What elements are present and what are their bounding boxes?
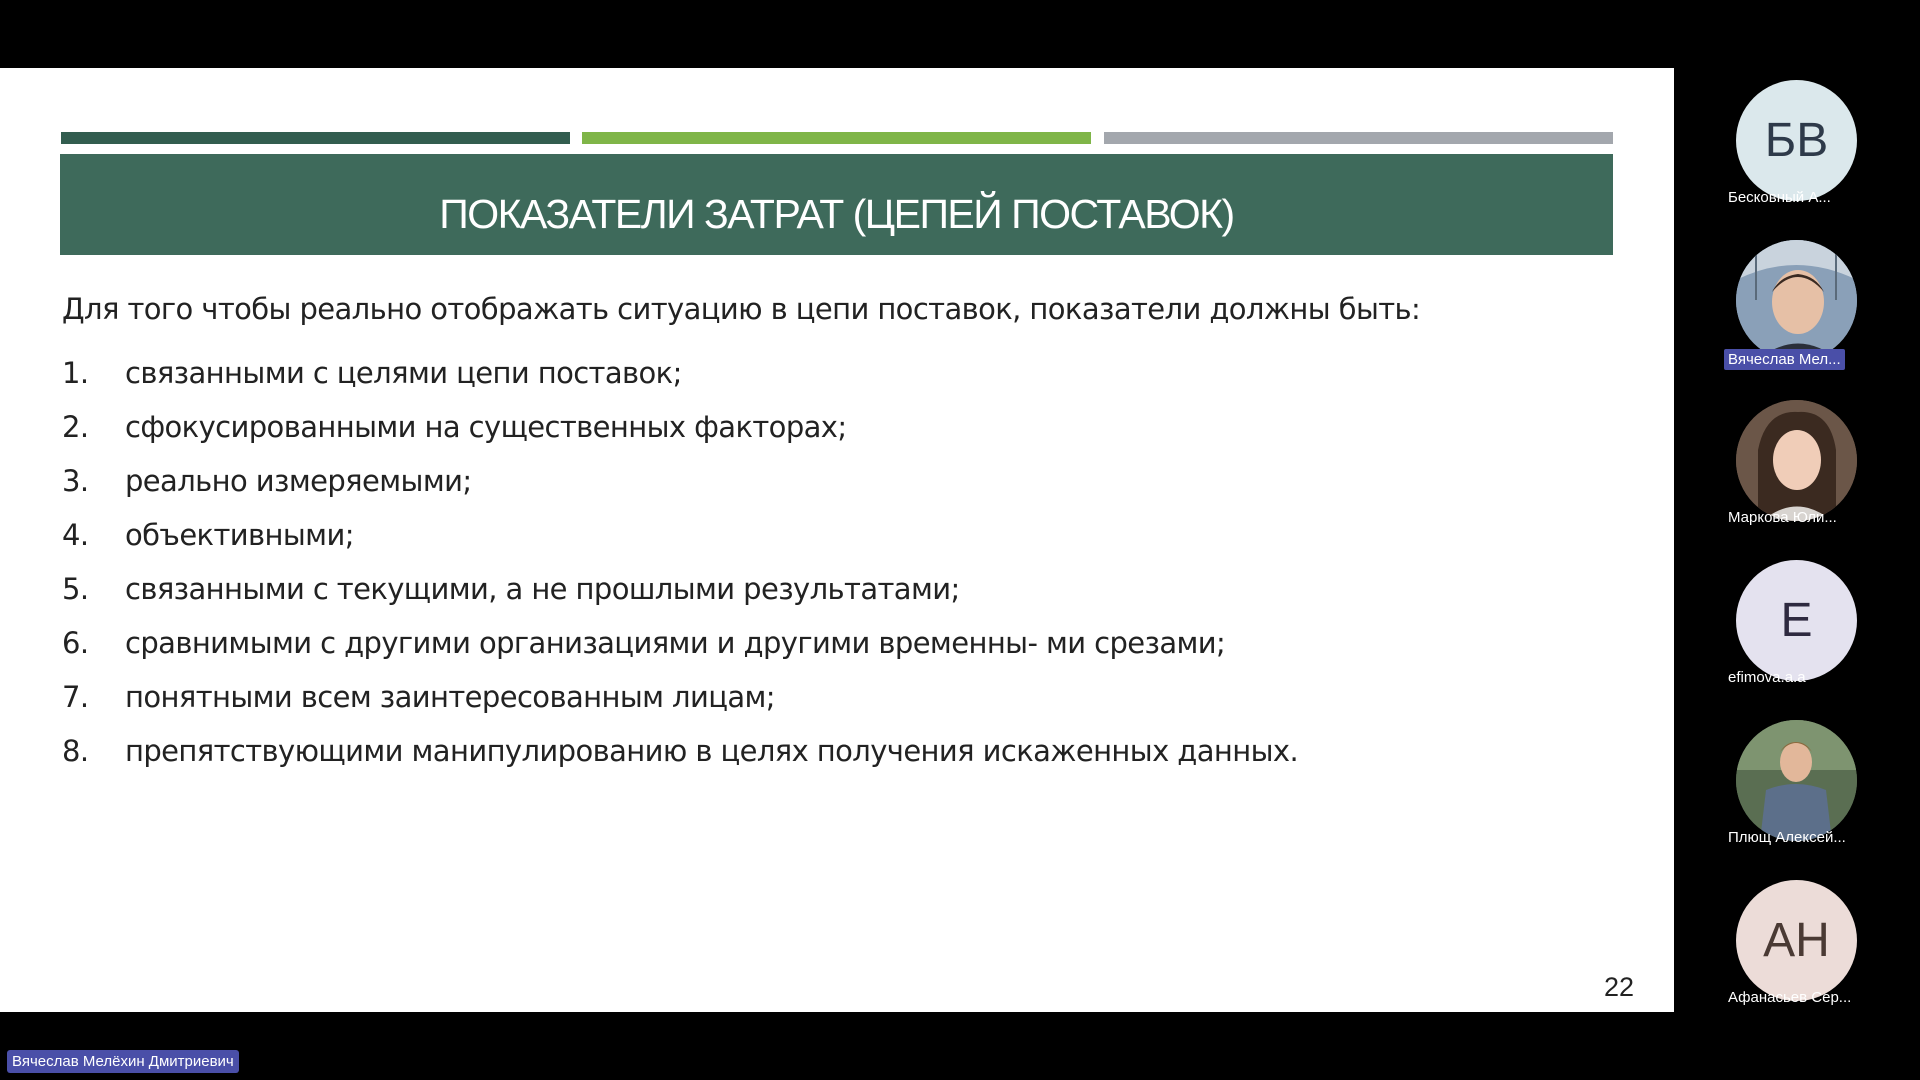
- active-speaker-label: Вячеслав Мелёхин Дмитриевич: [7, 1050, 239, 1073]
- accent-bar-dark-green: [61, 132, 570, 144]
- participant-name: Бесковный А...: [1728, 189, 1831, 206]
- participant-tile[interactable]: [1674, 388, 1920, 538]
- list-item-text: связанными с целями цепи поставок;: [125, 356, 682, 390]
- slide-title: ПОКАЗАТЕЛИ ЗАТРАТ (ЦЕПЕЙ ПОСТАВОК): [439, 191, 1234, 237]
- participant-tile[interactable]: [1674, 68, 1920, 218]
- participant-tile[interactable]: [1674, 708, 1920, 858]
- participant-avatar: БВ: [1736, 80, 1857, 201]
- participant-name: efimova.a.a: [1728, 669, 1806, 686]
- list-item-text: препятствующими манипулированию в целях получения искаженных данных.: [125, 734, 1299, 768]
- participant-name: Афанасьев Сер...: [1728, 989, 1852, 1006]
- list-item-number: 3.: [62, 464, 89, 498]
- accent-bar-gray: [1104, 132, 1613, 144]
- list-item-number: 7.: [62, 680, 89, 714]
- list-item: [62, 508, 1298, 562]
- slide-title-band: [60, 154, 1613, 255]
- participant-name: Маркова Юли...: [1728, 509, 1837, 526]
- list-item-number: 6.: [62, 626, 89, 660]
- accent-bar-light-green: [582, 132, 1091, 144]
- participant-tile[interactable]: [1674, 228, 1920, 378]
- list-item-text: реально измеряемыми;: [125, 464, 472, 498]
- presentation-slide: [0, 68, 1674, 1012]
- participant-video-avatar: [1736, 400, 1857, 521]
- participant-video-avatar: [1736, 720, 1857, 841]
- list-item-number: 5.: [62, 572, 89, 606]
- slide-page-number: 22: [1604, 972, 1635, 1002]
- requirements-list: [62, 346, 1298, 778]
- participant-tile[interactable]: [1674, 548, 1920, 698]
- participant-name: Плющ Алексей...: [1728, 829, 1846, 846]
- list-item: [62, 724, 1298, 778]
- participant-photo-icon: [1736, 240, 1857, 361]
- list-item-text: объективными;: [125, 518, 354, 552]
- participant-name: Вячеслав Мел...: [1724, 349, 1845, 370]
- list-item: [62, 400, 1298, 454]
- participant-avatar: АН: [1736, 880, 1857, 1001]
- participant-video-avatar: [1736, 240, 1857, 361]
- list-item: [62, 670, 1298, 724]
- list-item: [62, 562, 1298, 616]
- slide-intro-text: Для того чтобы реально отображать ситуацию в цепи поставок, показатели должны быть:: [62, 292, 1421, 326]
- participant-photo-icon: [1736, 400, 1857, 521]
- list-item-text: сравнимыми с другими организациями и другими временны- ми срезами;: [125, 626, 1226, 660]
- list-item-text: связанными с текущими, а не прошлыми результатами;: [125, 572, 960, 606]
- list-item-number: 8.: [62, 734, 89, 768]
- list-item: [62, 454, 1298, 508]
- list-item-number: 2.: [62, 410, 89, 444]
- participant-avatar: E: [1736, 560, 1857, 681]
- list-item: [62, 346, 1298, 400]
- list-item-number: 4.: [62, 518, 89, 552]
- list-item-text: сфокусированными на существенных факторах;: [125, 410, 847, 444]
- participant-photo-icon: [1736, 720, 1857, 841]
- participant-gallery: [1674, 68, 1920, 1012]
- list-item-text: понятными всем заинтересованным лицам;: [125, 680, 775, 714]
- list-item-number: 1.: [62, 356, 89, 390]
- participant-tile[interactable]: [1674, 868, 1920, 1018]
- list-item: [62, 616, 1298, 670]
